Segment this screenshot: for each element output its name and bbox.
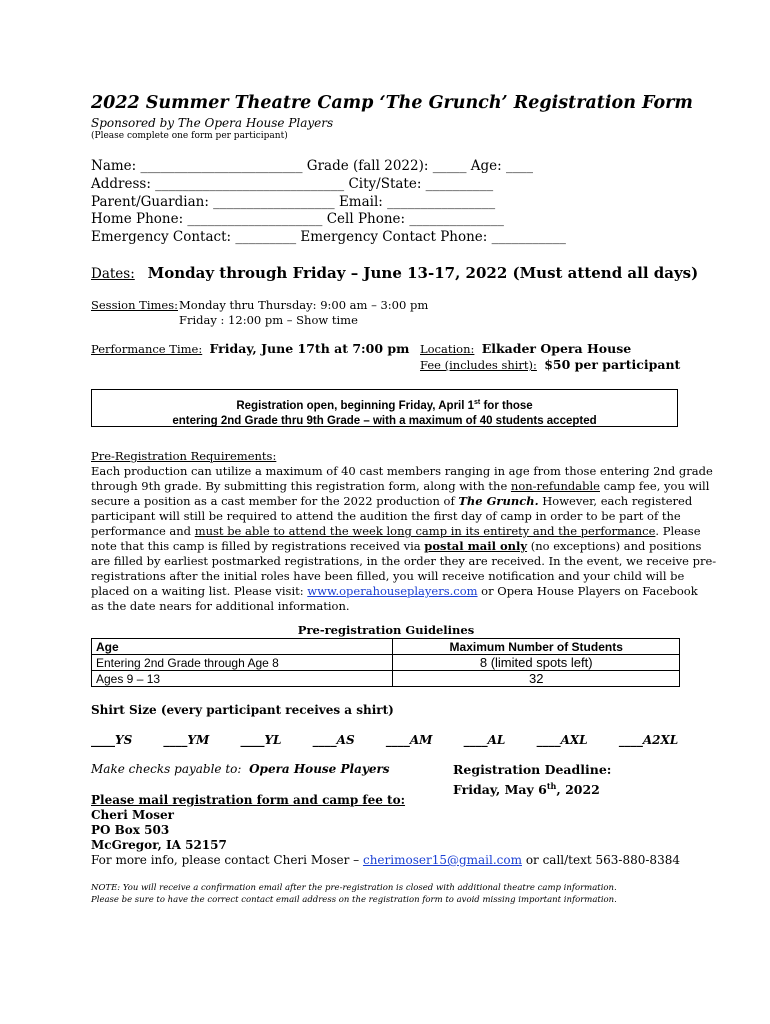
footnote [91, 882, 617, 906]
mail-city: McGregor, IA 52157 [91, 838, 227, 852]
registration-box-line2: entering 2nd Grade thru 9th Grade – with a maximum of 40 students accepted [172, 414, 597, 427]
shirt-size-axl: ____AXL [536, 733, 588, 747]
prereq-line: through 9th grade. By submitting this registration form, along with the non-refundable camp fee, you will [91, 479, 710, 493]
shirt-size-am: ____AM [385, 733, 433, 747]
shirt-size-a2xl: ____A2XL [618, 733, 679, 747]
table-cell-age: Entering 2nd Grade through Age 8 [92, 655, 393, 671]
footnote-line1: NOTE: You will receive a confirmation email after the pre-registration is closed with additional theatre camp information. [91, 883, 617, 893]
shirt-size-as: ____AS [312, 733, 355, 747]
table-header-max-students: Maximum Number of Students [393, 639, 680, 655]
location-line [420, 341, 631, 356]
parent-email-line: Parent/Guardian: __________________ Email: ________________ [91, 194, 496, 210]
shirt-size-ys: ____YS [91, 733, 133, 747]
contact-info-line: For more info, please contact Cheri Moser – cherimoser15@gmail.com or call/text 563-880-8384 [91, 853, 680, 867]
prereq-line: registrations after the initial roles have been filled, you will receive notification and your child will be [91, 569, 685, 583]
contact-email-link[interactable]: cherimoser15@gmail.com [362, 853, 522, 867]
prereq-line: are filled by earliest postmarked registrations, in the order they are received. In the event, we receive pre- [91, 554, 717, 568]
performance-value: Friday, June 17th at 7:00 pm [209, 341, 410, 356]
payment-label: Make checks payable to: [91, 762, 242, 776]
table-cell-max: 8 (limited spots left) [393, 655, 680, 671]
guidelines-title: Pre-registration Guidelines [297, 623, 475, 637]
guidelines-table [91, 638, 680, 687]
form-title: 2022 Summer Theatre Camp ‘The Grunch’ Registration Form [91, 93, 693, 113]
performance-line [91, 341, 409, 356]
registration-box-line1: Registration open, beginning Friday, April 1st for those [236, 399, 533, 412]
session-times-line2: Friday : 12:00 pm – Show time [179, 313, 358, 327]
prereq-line: secure a position as a cast member for the 2022 production of The Grunch. However, each registered [91, 494, 693, 508]
shirt-size-al: ____AL [463, 733, 506, 747]
mail-po-box: PO Box 503 [91, 823, 170, 837]
shirt-size-ym: ____YM [163, 733, 210, 747]
prereq-line: as the date nears for additional information. [91, 599, 350, 613]
table-cell-max: 32 [393, 671, 680, 687]
session-times-label: Session Times: [91, 298, 178, 312]
dates-label: Dates: [91, 266, 135, 282]
mail-name: Cheri Moser [91, 808, 174, 822]
mailing-address-block [91, 793, 680, 868]
table-header-age: Age [92, 639, 393, 655]
location-label: Location: [420, 342, 475, 356]
prereq-line: note that this camp is filled by registrations received via postal mail only (no exceptions) and positions [91, 539, 702, 553]
form-instruction: (Please complete one form per participant) [91, 131, 288, 141]
table-header-row [92, 639, 680, 655]
mail-heading: Please mail registration form and camp fee to: [91, 793, 406, 807]
deadline-value: Friday, May 6th, 2022 [453, 781, 600, 798]
name-grade-age-line: Name: ________________________ Grade (fall 2022): _____ Age: ____ [91, 158, 533, 174]
location-value: Elkader Opera House [481, 341, 632, 356]
fee-value: $50 per participant [544, 357, 681, 372]
table-row [92, 655, 680, 671]
registration-open-box [91, 389, 678, 427]
emergency-contact-line: Emergency Contact: _________ Emergency Contact Phone: ___________ [91, 229, 566, 245]
shirt-size-options [91, 733, 678, 747]
website-link[interactable]: www.operahouseplayers.com [307, 584, 478, 598]
session-times-line1: Monday thru Thursday: 9:00 am – 3:00 pm [179, 298, 429, 312]
shirt-size-yl: ____YL [240, 733, 282, 747]
prereq-heading: Pre-Registration Requirements: [91, 449, 277, 463]
prereq-line: performance and must be able to attend the week long camp in its entirety and the performance. Please [91, 524, 701, 538]
dates-value: Monday through Friday – June 13-17, 2022 (Must attend all days) [147, 264, 699, 282]
payment-line [91, 762, 390, 776]
fee-label: Fee (includes shirt): [420, 358, 537, 372]
deadline-label: Registration Deadline: [453, 762, 612, 777]
table-cell-age: Ages 9 – 13 [92, 671, 393, 687]
footnote-line2: Please be sure to have the correct contact email address on the registration form to avoid missing important information. [91, 895, 617, 905]
pre-registration-requirements [91, 449, 717, 614]
table-row [92, 671, 680, 687]
performance-label: Performance Time: [91, 342, 203, 356]
shirt-size-title: Shirt Size (every participant receives a shirt) [91, 703, 394, 717]
fee-line [420, 357, 680, 372]
payment-payee: Opera House Players [249, 762, 390, 776]
address-city-line: Address: ____________________________ City/State: __________ [91, 176, 494, 192]
prereq-line: placed on a waiting list. Please visit: www.operahouseplayers.com or Opera House Players on Facebook [91, 584, 698, 598]
phone-line: Home Phone: ____________________ Cell Phone: ______________ [91, 211, 504, 227]
sponsor-line: Sponsored by The Opera House Players [91, 116, 334, 130]
dates-line [91, 264, 698, 282]
prereq-line: participant will still be required to attend the audition the first day of camp in order to be part of the [91, 509, 681, 523]
prereq-line: Each production can utilize a maximum of 40 cast members ranging in age from those entering 2nd grade [91, 464, 713, 478]
